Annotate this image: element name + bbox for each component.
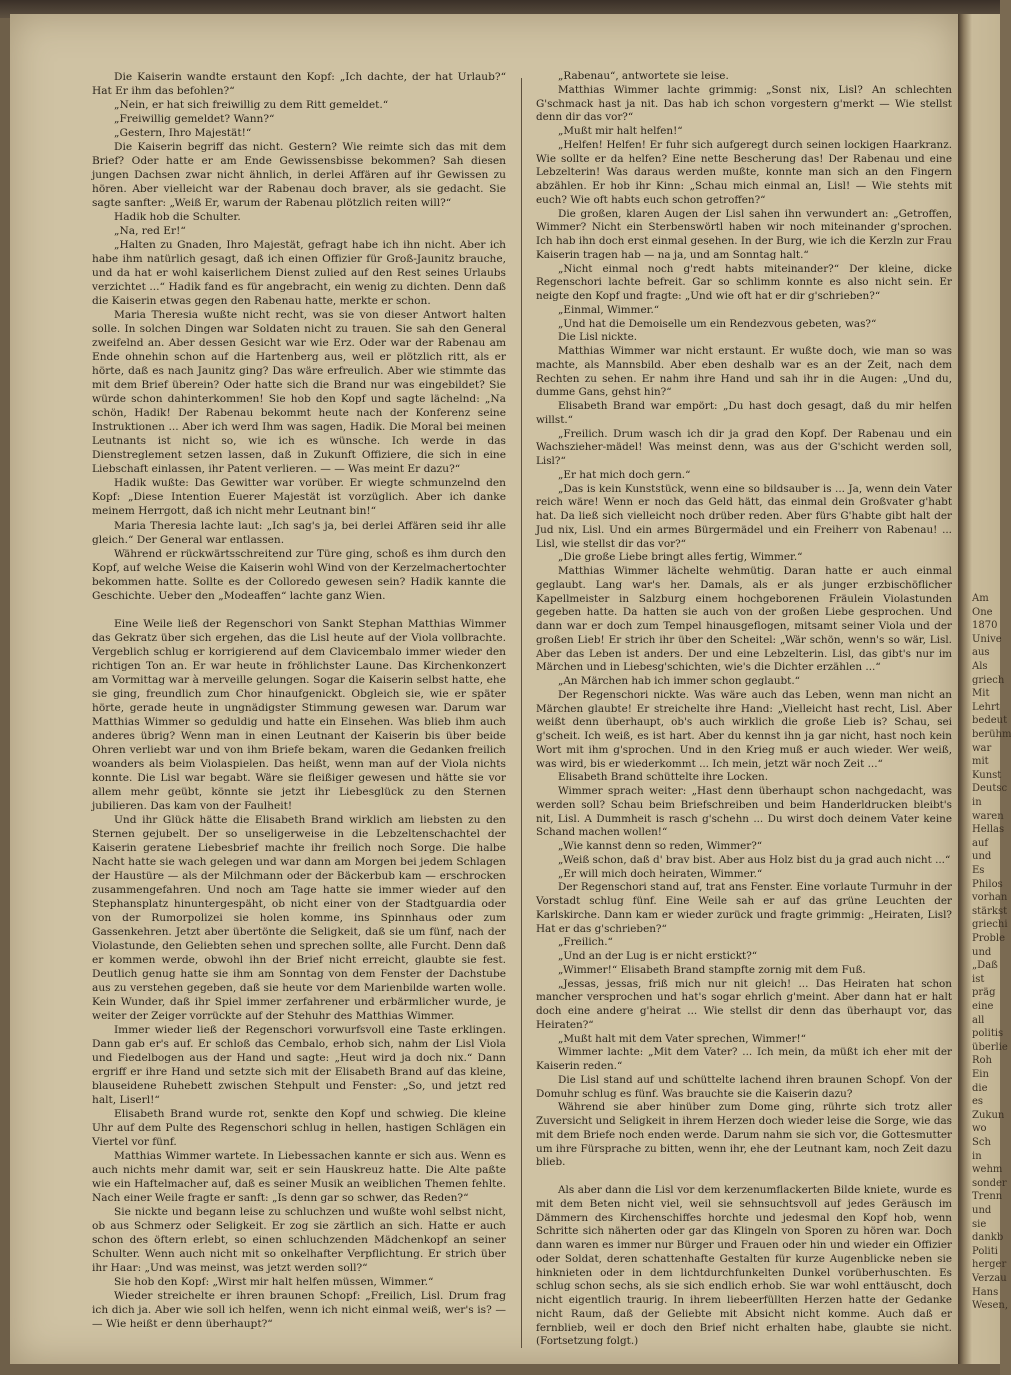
right-column-paragraph: Matthias Wimmer war nicht erstaunt. Er wußte doch, wie man so was machte, als Mannsbild. Aber eben deshalb war es an der Zeit, nach dem Rechten zu sehen. Er nahm ihre Hand und sah ihr in die Augen: „Und du, dumme Gans, gehst hin?“ (536, 345, 952, 399)
edge-fragment: und (972, 851, 992, 863)
edge-fragment: die (972, 1082, 988, 1094)
edge-fragment: vorhan (972, 892, 1008, 904)
right-column-paragraph: „Rabenau“, antwortete sie leise. (558, 70, 729, 82)
left-column-paragraph: Und ihr Glück hätte die Elisabeth Brand wirklich am liebsten zu den Sternen gejubelt. Der so unseligerweise in die Lebzeltenschachtel der Kaiserin geratene Liebesbrief machte ihr freilich noch Sorge. Die halbe Nacht hatte sie wach gelegen und war dann am Morgen bei jedem Schlagen der Haustüre — als der Milchmann oder der Bäckerbub kam — erschrocken zusammengefahren. Und noch am Tage hatte sie immer wieder auf den Stephansplatz hinuntergespäht, ob nicht einer von der Stadtguardia oder von der Rumorpolizei sie holen komme, ins Spinnhaus oder zum Gassenkehren. Jetzt aber übertönte die Seligkeit, daß sie um fünf, nach der Violastunde, den Geliebten sehen und sprechen sollte, alle Furcht. Denn daß er kommen werde, obwohl ihn der Brief nicht erreicht, glaubte sie fest. Deutlich genug hatte sie ihm am Sonntag von dem Fenster der Dachstube aus zu verstehen gegeben, daß sie heute vor dem Marienbilde warten wolle. Kein Wunder, daß ihr Spiel immer zerfahrener und erbärmlicher wurde, je weiter der Zeiger vorrückte auf der Stehuhr des Matthias Wimmer. (92, 813, 506, 1023)
right-column-paragraph: Elisabeth Brand war empört: „Du hast doch gesagt, daß du mir helfen willst.“ (536, 400, 952, 426)
right-column-paragraph: „Wie kannst denn so reden, Wimmer?“ (558, 840, 763, 852)
left-column-paragraph: „Freiwillig gemeldet? Wann?“ (114, 113, 275, 126)
right-column-paragraph: Der Regenschori nickte. Was wäre auch das Leben, wenn man nicht an Märchen glaubte! Er streichelte ihre Hand: „Vielleicht hast recht, Lisl. Aber weißt denn überhaupt, ob's auch wirklich die große Lieb is? Schau, sei g'scheit. Ich weiß, es ist hart. Aber du kennst ihn ja gar nicht, hast noch kein Wort mit ihm g'sprochen. Und in den Krieg muß er auch wieder. Wer weiß, was wird, bis er wiederkommt ... Ich mein, jetzt wär noch Zeit ...“ (536, 688, 952, 770)
right-column-paragraph: Während sie aber hinüber zum Dome ging, rührte sich trotz aller Zuversicht und Seligkeit in ihrem Herzen doch wieder leise die Sorge, wie das mit dem Briefe noch enden werde. Darum nahm sie sich vor, die Gottesmutter um ihre Fürsprache zu bitten, wenn ihr, ehe der Leutnant kam, noch Zeit dazu blieb. (536, 1101, 952, 1169)
edge-fragment: in (972, 1150, 982, 1162)
edge-fragment: all (972, 1014, 985, 1026)
left-column (92, 70, 506, 1331)
edge-fragment: aus (972, 647, 990, 659)
edge-fragment: in (972, 797, 982, 808)
right-column-paragraph: „Das is kein Kunststück, wenn eine so bildsauber is ... Ja, wenn dein Vater reich wäre! Wenn er noch das Geld hätt, das einmal dein Großvater g'habt hat. Da ließ sich vielleicht noch drüber reden. Aber fürs G'habte gibt halt der Jud nix, Lisl. Und ein armes Bürgermädel und ein Freiherr von Rabenau! ... Lisl, wie stellst dir das vor?“ (536, 482, 952, 550)
edge-fragment: mit (972, 756, 989, 768)
left-column-paragraph: „Gestern, Ihro Majestät!“ (114, 127, 252, 140)
edge-fragment: Als (972, 661, 988, 672)
right-column-paragraph: „Weiß schon, daß d' brav bist. Aber aus Holz bist du ja grad auch nicht ...“ (558, 853, 951, 866)
edge-fragment: Es (972, 865, 985, 876)
edge-fragment: wo (972, 1123, 987, 1135)
edge-fragment: politis (972, 1028, 1004, 1040)
edge-fragment: Hellas (972, 824, 1005, 836)
right-column-paragraph: Als aber dann die Lisl vor dem kerzenumflackerten Bilde kniete, wurde es mit dem Beten nicht viel, weil sie sehnsuchtsvoll auf jedes Geräusch im Dämmern des Kirchenschiffes horchte und jedesmal den Kopf hob, wenn Schritte sich näherten oder gar das Klingeln von Sporen zu hören war. Doch dann waren es immer nur Bürger und Frauen oder hin und wieder ein Offizier oder Soldat, deren schattenhafte Gestalten für kurze Augenblicke neben sie hinknieten oder in dem lichtdurchfunkelten Dunkel vorüberhuschten. Es schlug schon sechs, als sie sich endlich erhob. Sie war wohl enttäuscht, doch nicht eigentlich traurig. In ihrem liebeerfüllten Herzen hatte der Gedanke nicht Raum, daß der Geliebte mit Absicht nicht komme. Auch daß er fernblieb, weil er doch den Brief nicht erhalten habe, glaubte sie nicht. (Fortsetzung folgt.) (536, 1184, 952, 1348)
left-column-paragraph: „Halten zu Gnaden, Ihro Majestät, gefragt habe ich ihn nicht. Aber ich habe ihm natürlich gesagt, daß ich einen Offizier für Groß-Jaunitz brauche, und da hat er wohl kaiserlichem Dienst zulied auf den Rest seines Urlaubs verzichtet ...“ Hadik fand es für angebracht, ein wenig zu dichten. Denn daß die Kaiserin etwas gegen den Rabenau hatte, merkte er schon. (92, 239, 506, 308)
right-column-paragraph: Die Lisl nickte. (558, 331, 638, 344)
edge-fragment: auf (972, 837, 989, 849)
edge-fragment: Am (972, 593, 989, 604)
right-column-paragraph: Matthias Wimmer lächelte wehmütig. Daran hatte er auch einmal geglaubt. Lang war's her. Damals, als er als junger erzbischöflicher Kapellmeister in Salzburg einem hochgeborenen Fräulein Violastunden gegeben hatte. Da hatten sie auch von der großen Liebe gesprochen. Und dann war er doch zum Tempel hinausgeflogen, mitsamt seiner Viola und der großen Lieb! Er strich ihr über den Scheitel: „Wär schön, wenn's so wär, Lisl. Aber das Leben ist anders. Der und eine Lebzelterin. Lisl, das gibt's nur im Märchen und in Liebesg'schichten, wie's die Dichter erzählen ...“ (536, 565, 952, 674)
edge-fragment: Verzau (972, 1273, 1007, 1284)
right-column-paragraph: „Freilich.“ (558, 936, 613, 949)
edge-fragment: es (972, 1096, 984, 1108)
left-column-paragraph: Sie nickte und begann leise zu schluchzen und wußte wohl selbst nicht, ob aus Schmerz oder Seligkeit. Er zog sie zärtlich an sich. Hatte er auch schon des öftern erlebt, so einen schluchzenden Mädchenkopf an seiner Schulter. Wenn auch nicht mit so onkelhafter Verpflichtung. Er strich über ihr Haar: „Und was meinst, was jetzt werden soll?“ (92, 1206, 506, 1275)
right-column-paragraph: „Einmal, Wimmer.“ (558, 303, 660, 316)
right-column-paragraph: „Wimmer!“ Elisabeth Brand stampfte zornig mit dem Fuß. (558, 963, 866, 976)
edge-fragment: Kunst (972, 769, 1002, 781)
right-column-paragraph: Die Lisl stand auf und schüttelte lachend ihren braunen Schopf. Von der Domuhr schlug es fünf. Was brauchte sie die Kaiserin dazu? (536, 1073, 952, 1100)
left-column-paragraph: Maria Theresia lachte laut: „Ich sag's ja, bei derlei Affären seid ihr alle gleich.“ Der General war entlassen. (92, 519, 506, 546)
right-column-paragraph: Matthias Wimmer lachte grimmig: „Sonst nix, Lisl? An schlechten G'schmack hast ja nit. Das hab ich schon vorgestern g'merkt — Wie stellst denn dir das vor?“ (536, 83, 952, 124)
left-column-paragraph: Die Kaiserin begriff das nicht. Gestern? Wie reimte sich das mit dem Brief? Oder hatte er am Ende Gewissensbisse bekommen? Sah diesen jungen Dachsen zwar nicht ähnlich, in derlei Affären auf ihr Gewissen zu hören. Aber vielleicht war der Rabenau doch braver, als sie gedacht. Sie sagte sanfter: „Weiß Er, warum der Rabenau plötzlich reiten will?“ (92, 141, 506, 210)
right-column-paragraph: „An Märchen hab ich immer schon geglaubt.“ (558, 675, 800, 687)
left-column-paragraph: Wieder streichelte er ihren braunen Schopf: „Freilich, Lisl. Drum frag ich dich ja. Aber wie soll ich helfen, wenn ich nicht einmal weiß, wer's is? — — Wie heißt er denn überhaupt?“ (92, 1290, 506, 1331)
left-column-paragraph: Während er rückwärtsschreitend zur Türe ging, schoß es ihm durch den Kopf, auf welche Weise die Kaiserin wohl Wind von der Kerzelmachertochter bekommen hatte. Sollte es der Colloredo gewesen sein? Hadik kannte die Geschichte. Ueber den „Modeaffen“ lachte ganz Wien. (92, 547, 506, 602)
right-column-paragraph: „Mußt halt mit dem Vater sprechen, Wimmer!“ (558, 1032, 806, 1045)
edge-fragment: Mit (972, 688, 990, 700)
edge-fragment: bedeut (972, 715, 1008, 727)
edge-fragment: sie (972, 1218, 987, 1230)
left-column-paragraph: Die Kaiserin wandte erstaunt den Kopf: „Ich dachte, der hat Urlaub?“ Hat Er ihm das befohlen?“ (92, 71, 506, 98)
right-column-paragraph: Der Regenschori stand auf, trat ans Fenster. Eine vorlaute Turmuhr in der Vorstadt schlug fünf. Eine Weile sah er auf das grüne Leuchten der Karlskirche. Dann kam er wieder zurück und fragte grimmig: „Heiraten, Lisl? Hat er das g'schrieben?“ (536, 881, 952, 935)
edge-fragment: Wesen, (972, 1300, 1009, 1312)
right-column-paragraph: „Helfen! Helfen! Er fuhr sich aufgeregt durch seinen lockigen Haarkranz. Wie sollte er da helfen? Eine nette Bescherung das! Der Rabenau und eine Lebzelterin! Was daraus werden mußte, konnte man sich an den Fingern abzählen. Er hob ihr Kinn: „Schau mich einmal an, Lisl! — Wie stehts mit euch? Wie oft habts euch schon getroffen?“ (536, 138, 952, 206)
left-column-paragraph: Immer wieder ließ der Regenschori vorwurfsvoll eine Taste erklingen. Dann gab er's auf. Er schloß das Cembalo, erhob sich, nahm der Lisl Viola und Fiedelbogen aus der Hand und sagte: „Heut wird ja doch nix.“ Dann ergriff er ihre Hand und setzte sich mit der Elisabeth Brand auf das kleine, blauseidene Ruhebett zwischen Stehpult und Fenster: „So, und jetzt red halt, Liserl!“ (92, 1024, 506, 1107)
right-column-paragraph: „Und an der Lug is er nicht erstickt?“ (558, 950, 758, 962)
edge-fragment: war (972, 742, 992, 754)
edge-fragment: Politi (972, 1245, 998, 1257)
left-column-paragraph: Sie hob den Kopf: „Wirst mir halt helfen müssen, Wimmer.“ (114, 1276, 434, 1289)
edge-fragment: griech (972, 674, 1005, 686)
column-divider (521, 78, 522, 1348)
edge-fragment: Zukun (972, 1109, 1005, 1121)
edge-fragment: Deutsc (972, 783, 1008, 795)
right-column-paragraph: Wimmer lachte: „Mit dem Vater? ... Ich mein, da müßt ich eher mit der Kaiserin reden.“ (536, 1046, 952, 1072)
edge-fragment: waren (972, 810, 1004, 822)
left-column-paragraph: Eine Weile ließ der Regenschori von Sankt Stephan Matthias Wimmer das Gekratz über sich ergehen, das die Lisl heute auf der Viola vollbrachte. Vergeblich schlug er korrigierend auf dem Clavicembalo immer wieder den richtigen Ton an. Er war heute in fröhlichster Laune. Das Kirchenkonzert am Vormittag war à merveille gelungen. Sogar die Kaiserin selbst hatte, ehe sie ging, freundlich zum Chor hinaufgenickt. Obgleich sie, wie er später hörte, gerade heute in ungnädigster Stimmung gewesen war. Darum war Matthias Wimmer so geduldig und hatte ein Einsehen. Was blieb ihm auch anderes übrig? Wenn man in einen Leutnant der Kaiserin bis über beide Ohren verliebt war und von ihm Briefe bekam, waren die Gedanken freilich woanders als beim Violaspielen. Das heißt, wenn man auf der Viola nichts konnte. Die Lisl war begabt. Wäre sie fleißiger gewesen und hätte sie vor allem mehr geübt, könnte sie jetzt ihr Liebesglück zu den Sternen jubilieren. Das kam von der Faulheit! (92, 617, 506, 812)
edge-fragment: stärkst (972, 905, 1008, 917)
right-column-paragraph: „Nicht einmal noch g'redt habts miteinander?“ Der kleine, dicke Regenschori lachte befreit. Gar so schlimm konnte es also nicht sein. Er neigte den Kopf und fragte: „Und wie oft hat er dir g'schrieben?“ (536, 262, 952, 302)
edge-fragment: sonder (972, 1177, 1007, 1189)
edge-fragment: dankb (972, 1232, 1004, 1244)
left-column-paragraph: Elisabeth Brand wurde rot, senkte den Kopf und schwieg. Die kleine Uhr auf dem Pulte des Regenschori schlug in hellen, hastigen Schlägen ein Viertel vor fünf. (92, 1108, 506, 1149)
edge-fragment: herger (972, 1259, 1007, 1271)
left-column-paragraph: Matthias Wimmer wartete. In Liebessachen kannte er sich aus. Wenn es auch nichts mehr damit war, seit er sein Hauskreuz hatte. Die Alte paßte wie ein Haftelmacher auf, daß es seiner Musik an weiblichen Themen fehlte. Nach einer Weile fragte er sanft: „Is denn gar so schwer, das Reden?“ (92, 1150, 506, 1205)
edge-fragment: präg (972, 987, 996, 999)
right-column-paragraph: „Freilich. Drum wasch ich dir ja grad den Kopf. Der Rabenau und ein Wachszieher-mädel! Was meinst denn, was aus der G'schicht werden soll, Lisl?“ (536, 427, 952, 467)
edge-fragment: eine (972, 1001, 994, 1012)
edge-fragment: ist (972, 973, 985, 985)
right-column-paragraph: Die großen, klaren Augen der Lisl sahen ihn verwundert an: „Getroffen, Wimmer? Nicht ein Sterbenswörtl haben wir noch miteinander g'sprochen. Ich hab ihn doch erst einmal gesehen. In der Burg, wie ich die Kerzln zur Frau Kaiserin tragen hab — na ja, und am Sonntag halt.“ (536, 207, 952, 261)
edge-fragment: Trenn (972, 1191, 1003, 1203)
right-column-paragraph: Elisabeth Brand schüttelte ihre Locken. (558, 771, 769, 784)
edge-fragment: „Daß (972, 960, 998, 972)
left-column-paragraph: Maria Theresia wußte nicht recht, was sie von dieser Antwort halten solle. In solchen Dingen war Soldaten nicht zu trauen. Sie sah den General zweifelnd an. Aber dessen Gesicht war wie Erz. Oder war der Rabenau am Ende ohnehin schon auf die Hartenberg aus, weil er plötzlich ritt, als er hörte, daß es nach Jaunitz ging? Das wäre erfreulich. Aber wie stimmte das mit dem Brief überein? Oder hatte sich die Brand nur was eingebildet? Sie würde schon dahinterkommen! Sie hob den Kopf und sagte lächelnd: „Na schön, Hadik! Der Rabenau bekommt heute nach der Konferenz seine Instruktionen ... Aber ich werd Ihm was sagen, Hadik. Die Moral bei meinen Leutnants ist nicht so, wie ich es wünsche. Ich werde in das Dienstreglement setzen lassen, daß in Zukunft Offiziere, die sich in eine Liebschaft einlassen, ihr Patent verlieren. — — Was meint Er dazu?“ (92, 309, 506, 476)
right-column-paragraph: „Er will mich doch heiraten, Wimmer.“ (558, 867, 763, 880)
right-column-paragraph: „Er hat mich doch gern.“ (558, 468, 691, 481)
right-column (536, 70, 952, 1349)
left-column-paragraph: „Nein, er hat sich freiwillig zu dem Ritt gemeldet.“ (114, 99, 389, 112)
left-column-paragraph: Hadik wußte: Das Gewitter war vorüber. Er wiegte schmunzelnd den Kopf: „Diese Intention Euerer Majestät ist vorzüglich. Aber ich danke meinem Herrgott, daß ich nicht mehr Leutnant bin!“ (92, 477, 506, 518)
left-column-paragraph: „Na, red Er!“ (114, 225, 186, 238)
edge-fragment: und (972, 1205, 992, 1216)
edge-fragment: und (972, 946, 992, 958)
edge-fragment: griechi (972, 919, 1008, 931)
edge-fragment: Unive (972, 633, 1002, 645)
right-column-paragraph: Wimmer sprach weiter: „Hast denn überhaupt schon nachgedacht, was werden soll? Schau beim Briefschreiben und beim Handerldrucken bleibt's nit, Lisl. A Dummheit is rasch g'schehn ... Du wirst doch deinem Vater keine Schand machen wollen!“ (536, 785, 952, 839)
edge-fragment: berühm (972, 729, 1011, 740)
left-column-paragraph: Hadik hob die Schulter. (114, 211, 241, 224)
edge-fragment: Philos (972, 878, 1003, 890)
edge-fragment: Ein (972, 1069, 989, 1080)
right-column-paragraph: „Die große Liebe bringt alles fertig, Wimmer.“ (558, 551, 803, 564)
edge-fragment: überlie (972, 1041, 1008, 1053)
edge-fragment: One (972, 606, 993, 618)
right-column-paragraph: „Und hat die Demoiselle um ein Rendezvous gebeten, was?“ (558, 317, 877, 330)
edge-fragment: Sch (972, 1137, 991, 1148)
edge-fragment: 1870 (972, 620, 998, 632)
edge-fragment: Proble (972, 933, 1006, 944)
right-column-paragraph: „Jessas, jessas, friß mich nur nit gleich! ... Das Heiraten hat schon mancher versprochen und hat's sogar ehrlich g'meint. Aber dann hat er halt doch eine andere g'heirat ... Wie stellst dir denn das überhaupt vor, das Heiraten?“ (536, 977, 952, 1031)
right-column-paragraph: „Mußt mir halt helfen!“ (558, 125, 683, 137)
edge-fragment: wehm (972, 1164, 1003, 1176)
edge-fragment: Hans (972, 1286, 999, 1298)
edge-fragment: Lehrt (972, 701, 1000, 713)
edge-fragment: Roh (972, 1055, 992, 1067)
